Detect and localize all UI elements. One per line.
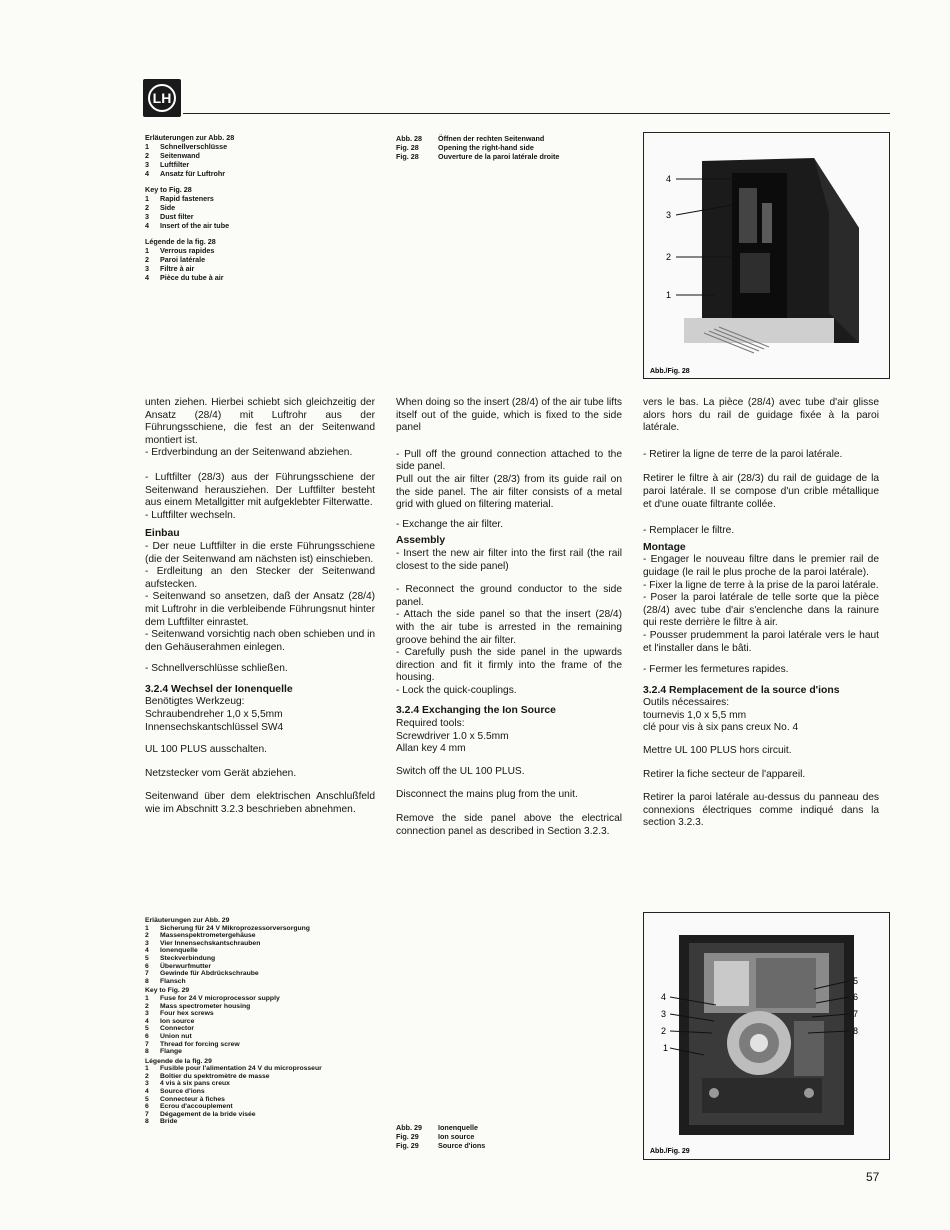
en-e2: - Reconnect the ground conductor to the side panel. [396,584,622,608]
fr-s1: Mettre UL 100 PLUS hors circuit. [643,745,792,757]
legend-item: Source d'ions [160,1088,205,1096]
legend-fr-title: Légende de la fig. 28 [145,237,216,246]
logo-text: LH [152,90,172,106]
legend-item: Verrous rapides [160,246,215,255]
legend-fig-28: Erläuterungen zur Abb. 28 1 Schnellverschlüsse 2 Seitenwand 3 Luftfilter 4 Ansatz für Luftrohr Key to Fig. 28 1 Rapid fasteners 2 Side 3 Dust filter 4 Insert of the air tube Légende de la fig. 28 1 Verrous rapides 2 Paroi latérale 3 Filtre à air 4 Pièce du tube à air [145,133,385,282]
legend-item: Four hex screws [160,1010,214,1018]
callout-7: 7 [853,1009,859,1019]
legend-item: Vier Innensechskantschrauben [160,939,261,947]
de-s2: Netzstecker vom Gerät abziehen. [145,767,297,779]
en-heading-assembly: Assembly [396,535,446,547]
french-column [643,397,879,841]
fr-tools-2: tournevis 1,0 x 5,5 mm [643,709,747,721]
legend-item: Connecteur à fiches [160,1095,225,1103]
side-panel-photo [644,133,889,378]
legend-item: Seitenwand [160,151,200,160]
legend-de-title: Erläuterungen zur Abb. 28 [145,133,235,142]
legend-item: Filtre à air [160,264,195,273]
callout-5: 5 [853,976,859,986]
en-s2: Disconnect the mains plug from the unit. [396,789,578,801]
en-e1: - Insert the new air filter into the first rail (the rail closest to the side panel) [396,547,622,572]
legend-item: Rapid fasteners [160,194,214,203]
legend-item: Boîtier du spektromètre de masse [160,1072,270,1080]
legend-item: Ion source [160,1017,195,1025]
legend-item: Dégagement de la bride visée [160,1110,256,1118]
fr-heading-324: 3.2.4 Remplacement de la source d'ions [643,684,840,696]
fr-e5: - Fermer les fermetures rapides. [643,664,789,676]
legend-fr-title: Légende de la fig. 29 [145,1057,212,1065]
fr-e2: - Fixer la ligne de terre à la prise de la paroi latérale. [643,579,879,591]
fr-p2: - Retirer la ligne de terre de la paroi latérale. [643,448,843,460]
de-p2: - Erdverbindung an der Seitenwand abziehen. [145,447,353,459]
en-s3: Remove the side panel above the electrical connection panel as described in Section 3.2.3. [396,813,622,837]
callout-6: 6 [853,992,859,1002]
callout-1: 1 [663,1043,669,1053]
ion-source-photo [644,913,889,1159]
de-heading-einbau: Einbau [145,528,180,540]
legend-item: Ecrou d'accouplement [160,1103,233,1111]
en-heading-324: 3.2.4 Exchanging the Ion Source [396,705,556,717]
en-e4: - Carefully push the side panel in the upwards direction and fit it firmly into the frame of the housing. [396,647,622,684]
de-tools-3: Innensechskantschlüssel SW4 [145,721,284,733]
en-e5: - Lock the quick-couplings. [396,684,517,696]
legend-item: Sicherung für 24 V Mikroprozessorversorgung [160,924,310,932]
legend-item: Insert of the air tube [160,221,230,230]
callout-1: 1 [666,290,672,300]
fr-heading-montage: Montage [643,541,686,553]
callout-4: 4 [666,174,672,184]
legend-item: Pièce du tube à air [160,273,224,282]
de-p1: unten ziehen. Hierbei schiebt sich gleichzeitig der Ansatz (28/4) mit Luftrohr aus der Führungsschiene, die fest an der Seitenwand montiert ist. [145,397,375,446]
en-tools-3: Allan key 4 mm [396,743,466,755]
photo-fig-28 [643,132,890,379]
de-tools-1: Benötigtes Werkzeug: [145,696,245,708]
fr-p1: vers le bas. La pièce (28/4) avec tube d'air glisse alors hors du rail de guidage fixée à la paroi latérale. [643,397,879,434]
legend-item: Connector [160,1025,194,1033]
legend-item: Fusible pour l'alimentation 24 V du microprosseur [160,1065,322,1073]
en-s1: Switch off the UL 100 PLUS. [396,765,525,777]
legend-item: Flansch [160,977,186,985]
english-column [396,397,622,849]
legend-item: Thread for forcing screw [160,1040,240,1048]
fr-tools-1: Outils nécessaires: [643,697,730,709]
en-e3: - Attach the side panel so that the insert (28/4) with the air tube is arrested in the remaining groove behind the air filter. [396,609,622,646]
company-logo [143,79,181,117]
legend-item: Flange [160,1048,182,1056]
de-e2: - Erdleitung an den Stecker der Seitenwand aufstecken. [145,566,375,590]
legend-item: Schnellverschlüsse [160,142,228,151]
de-e1: - Der neue Luftfilter in die erste Führungsschiene (die der Seitenwand am nächsten ist) einschieben. [145,540,375,565]
callout-8: 8 [853,1026,859,1036]
en-p3: Pull out the air filter (28/3) from its guide rail on the side panel. The air filter consists of a metal grid with glued on filtering material. [396,473,622,511]
callout-3: 3 [666,210,672,220]
de-p3: - Luftfilter (28/3) aus der Führungsschiene der Seitenwand herausziehen. Der Luftfilter besteht aus einem Metallgitter mit aufgeklebter Filterwatte. [145,471,375,509]
legend-item: 4 vis à six pans creux [160,1080,230,1088]
header-rule [183,113,890,114]
fr-e3: - Poser la paroi latérale de telle sorte que la pièce (28/4) avec tube d'air s'enclenche dans la rainure qui reste derrière le filtre à air. [643,592,879,629]
en-p1: When doing so the insert (28/4) of the air tube lifts itself out of the guide, which is fixed to the side panel [396,397,622,434]
de-tools-2: Schraubendreher 1,0 x 5,5mm [145,709,283,721]
callout-2: 2 [661,1026,667,1036]
page-number: 57 [866,1170,880,1184]
legend-de-title: Erläuterungen zur Abb. 29 [145,917,230,924]
legend-en-title: Key to Fig. 28 [145,185,192,194]
fr-p3: Retirer le filtre à air (28/3) du rail de guidage de la paroi latérale. Il se compose d'un crible métallique et d'une ouate filtrante collée. [643,473,879,510]
legend-item: Fuse for 24 V microprocessor supply [160,994,280,1002]
legend-item: Steckverbindung [160,954,216,962]
en-tools-1: Required tools: [396,718,465,730]
en-p2: - Pull off the ground connection attached to the side panel. [396,448,622,473]
photo-28-label: Abb./Fig. 28 [650,368,690,375]
callout-2: 2 [666,252,672,262]
caption-fig-28: Abb. 28 Öffnen der rechten Seitenwand Fig. 28 Opening the right-hand side Fig. 28 Ouverture de la paroi latérale droite [396,134,560,161]
caption-fig-29: Abb. 29 Ionenquelle Fig. 29 Ion source Fig. 29 Source d'ions [396,1123,486,1150]
de-s1: UL 100 PLUS ausschalten. [145,744,267,756]
legend-item: Dust filter [160,212,194,221]
fr-p4: - Remplacer le filtre. [643,525,735,537]
fr-tools-3: clé pour vis à six pans creux No. 4 [643,722,799,734]
legend-fig-29: Erläuterungen zur Abb. 29 1 Sicherung für 24 V Mikroprozessorversorgung 2 Massenspektrometergehäuse 3 Vier Innensechskantschrauben 4 Ionenquelle 5 Steckverbindung 6 Überwurfmutter 7 Gewinde für Abdrückschraube 8 Flansch Key to Fig. 29 1 Fuse for 24 V microprocessor supply 2 Mass spectrometer housing 3 Four hex screws 4 Ion source 5 Connector 6 Union nut 7 Thread for forcing screw 8 Flange Légende de la fig. 29 1 Fusible pour l'alimentation 24 V du microprosseur 2 Boîtier du spektromètre de masse 3 4 vis à six pans creux 4 Source d'ions 5 Connecteur à fiches 6 Ecrou d'accouplement 7 Dégagement de la bride visée 8 Bride [145,917,385,1126]
german-column [145,397,375,828]
de-heading-324: 3.2.4 Wechsel der Ionenquelle [145,683,293,695]
de-e4: - Seitenwand vorsichtig nach oben schieben und in den Gehäuserahmen einlegen. [145,629,375,653]
legend-item: Luftfilter [160,160,190,169]
callout-4: 4 [661,992,667,1002]
en-tools-2: Screwdriver 1.0 x 5.5mm [396,730,509,742]
de-p4: - Luftfilter wechseln. [145,509,236,521]
fr-e1: - Engager le nouveau filtre dans le premier rail de guidage (le rail le plus proche de la paroi latérale). [643,554,879,578]
photo-29-label: Abb./Fig. 29 [650,1148,690,1155]
photo-fig-29 [643,912,890,1160]
fr-s2: Retirer la fiche secteur de l'appareil. [643,768,806,780]
de-s3: Seitenwand über dem elektrischen Anschlußfeld wie im Abschnitt 3.2.3 beschrieben abnehmen. [145,791,375,816]
legend-item: Bride [160,1118,178,1126]
legend-item: Side [160,203,176,212]
fr-s3: Retirer la paroi latérale au-dessus du panneau des connexions électriques comme indiqué dans la section 3.2.3. [643,792,879,829]
legend-item: Massenspektrometergehäuse [160,932,256,940]
de-e5: - Schnellverschlüsse schließen. [145,663,288,675]
callout-3: 3 [661,1009,667,1019]
legend-item: Gewinde für Abdrückschraube [160,970,259,978]
legend-item: Überwurfmutter [160,962,211,970]
fr-e4: - Pousser prudemment la paroi latérale vers le haut et l'installer dans le bâti. [643,629,879,654]
de-e3: - Seitenwand so ansetzen, daß der Ansatz (28/4) mit Luftrohr in die verbleibende Führungsnut hinter dem Luftfilter einrastet. [145,591,375,628]
legend-item: Mass spectrometer housing [160,1002,251,1010]
legend-item: Union nut [160,1032,192,1040]
legend-item: Ionenquelle [160,947,198,955]
legend-item: Paroi latérale [160,255,206,264]
en-p4: - Exchange the air filter. [396,518,504,530]
legend-en-title: Key to Fig. 29 [145,987,190,995]
legend-item: Ansatz für Luftrohr [160,169,226,178]
